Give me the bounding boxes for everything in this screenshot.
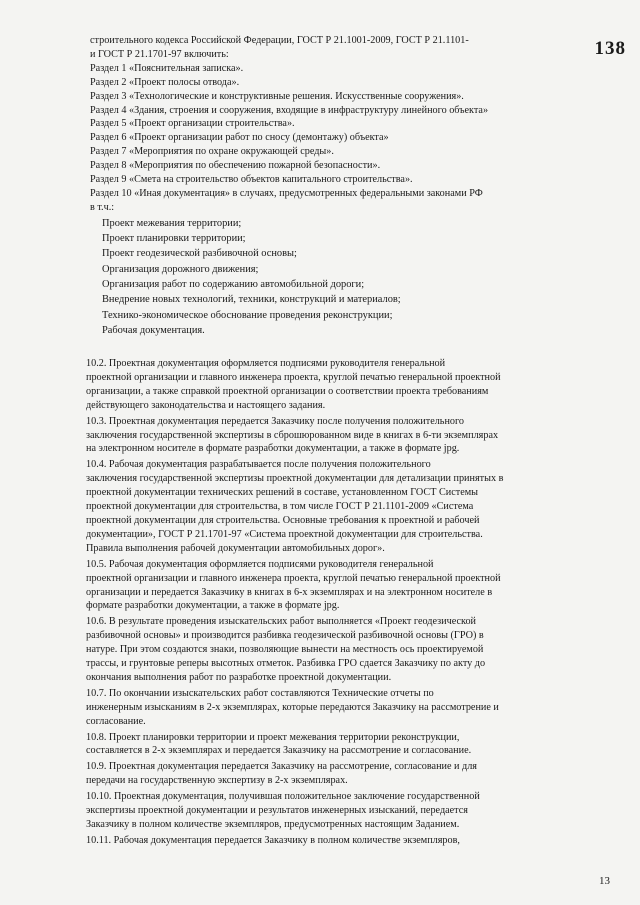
paragraph-line: 10.11. Рабочая документация передается Заказчику в полном количестве экземпляров, [86, 834, 460, 846]
intro-line: Раздел 7 «Мероприятия по охране окружающей среды». [90, 146, 334, 158]
sub-item-list [90, 216, 610, 338]
paragraph [86, 357, 604, 413]
paragraph-line: экспертизы проектной документации и результатов инженерных изысканий, передается [86, 805, 468, 817]
sub-item: Внедрение новых технологий, техники, конструкций и материалов; [102, 294, 401, 306]
paragraph [86, 790, 604, 832]
sub-item: Проект геодезической разбивочной основы; [102, 248, 297, 260]
paragraph-line: передачи на государственную экспертизу в 2-х экземплярах. [86, 775, 348, 787]
paragraph [86, 834, 604, 848]
paragraph-line: проектной организации и главного инженера проекта, круглой печатью генеральной проектной [86, 572, 501, 584]
paragraph-line: 10.4. Рабочая документация разрабатывается после получения положительного [86, 459, 431, 471]
intro-line: Раздел 10 «Иная документация» в случаях, предусмотренных федеральными законами РФ [90, 187, 483, 199]
intro-line: Раздел 3 «Технологические и конструктивные решения. Искусственные сооружения». [90, 90, 464, 102]
intro-line: Раздел 5 «Проект организации строительства». [90, 118, 295, 130]
paragraph [86, 615, 604, 685]
body-paragraphs [86, 357, 604, 850]
paragraph-line: проектной документации для строительства, в том числе ГОСТ Р 21.1101-2009 «Система [86, 501, 474, 513]
paragraph-line: 10.8. Проект планировки территории и проект межевания территории реконструкции, [86, 731, 460, 743]
paragraph-line: заключения государственной экспертизы проектной документации для детализации принятых в [86, 473, 504, 485]
sub-item: Организация дорожного движения; [102, 263, 259, 275]
page-stamp-number: 138 [594, 38, 626, 59]
paragraph-line: трассы, и грунтовые реперы высотных отметок. Разбивка ГРО сдается Заказчику по акту до [86, 658, 486, 670]
paragraph-line: 10.9. Проектная документация передается Заказчику на рассмотрение, согласование и для [86, 761, 477, 773]
intro-line: в т.ч.: [90, 201, 115, 213]
paragraph-line: разбивочной основы» и производится разбивка геодезической разбивочной основы (ГРО) в [86, 630, 484, 642]
paragraph-line: окончания выполнения работ по разработке проектной документации. [86, 671, 392, 683]
paragraph [86, 731, 604, 759]
intro-line: Раздел 9 «Смета на строительство объектов капитального строительства». [90, 174, 413, 186]
paragraph-line: организации, а также справкой проектной организации о соответствии проекта требованиям [86, 385, 489, 397]
intro-line: Раздел 4 «Здания, строения и сооружения, входящие в инфраструктуру линейного объекта» [90, 104, 489, 116]
sub-item: Проект межевания территории; [102, 217, 242, 229]
paragraph-line: 10.2. Проектная документация оформляется подписями руководителя генеральной [86, 358, 446, 369]
intro-line: Раздел 1 «Пояснительная записка». [90, 62, 244, 74]
paragraph-line: натуре. При этом создаются знаки, позволяющие вынести на местность ось проектируемой [86, 644, 484, 656]
intro-line: Раздел 2 «Проект полосы отвода». [90, 76, 240, 88]
intro-lines [90, 34, 610, 215]
paragraph-line: согласование. [86, 715, 146, 727]
sub-item: Рабочая документация. [102, 324, 205, 336]
paragraph-line: действующего законодательства и настоящего задания. [86, 399, 326, 411]
intro-line: строительного кодекса Российской Федерации, ГОСТ Р 21.1001-2009, ГОСТ Р 21.1101- [90, 35, 469, 46]
sub-item: Проект планировки территории; [102, 233, 246, 245]
paragraph-line: Правила выполнения рабочей документации автомобильных дорог». [86, 542, 385, 554]
paragraph-line: 10.6. В результате проведения изыскательских работ выполняется «Проект геодезической [86, 616, 477, 628]
paragraph-line: Заказчику в полном количестве экземпляров, предусмотренных настоящим Заданием. [86, 819, 460, 830]
paragraph [86, 687, 604, 729]
paragraph-line: составляется в 2-х экземплярах и передается Заказчику на рассмотрение и согласование. [86, 745, 472, 757]
paragraph [86, 558, 604, 614]
paragraph [86, 458, 604, 555]
paragraph-line: проектной документации для строительства. Основные требования к проектной и рабочей [86, 514, 480, 526]
intro-line: Раздел 6 «Проект организации работ по сносу (демонтажу) объекта» [90, 132, 389, 144]
intro-line: и ГОСТ Р 21.1701-97 включить: [90, 48, 229, 60]
paragraph-line: инженерным изысканиям в 2-х экземплярах, которые передаются Заказчику на рассмотрение и [86, 701, 499, 713]
paragraph-line: 10.10. Проектная документация, получившая положительное заключение государственной [86, 791, 480, 803]
paragraph-line: формате разработки документации, а также в формате jpg. [86, 600, 340, 612]
paragraph-line: 10.7. По окончании изыскательских работ составляются Технические отчеты по [86, 687, 434, 699]
page-number: 13 [599, 875, 610, 887]
paragraph-line: проектной документации технических решений в составе, установленном ГОСТ Системы [86, 487, 479, 499]
paragraph [86, 760, 604, 788]
paragraph-line: 10.5. Рабочая документация оформляется подписями руководителя генеральной [86, 558, 434, 570]
paragraph-line: на электронном носителе в формате разработки документации, а также в формате jpg. [86, 443, 460, 455]
sub-item: Организация работ по содержанию автомобильной дороги; [102, 278, 365, 290]
paragraph-line: организации и передается Заказчику в книгах в 6-х экземплярах и на электронном носителе в [86, 586, 493, 598]
sub-item: Технико-экономическое обоснование проведения реконструкции; [102, 309, 393, 321]
intro-section [90, 34, 610, 338]
paragraph-line: проектной организации и главного инженера проекта, круглой печатью генеральной проектной [86, 371, 501, 383]
paragraph-line: документации», ГОСТ Р 21.1701-97 «Система проектной документации для строительства. [86, 528, 483, 540]
paragraph [86, 415, 604, 457]
paragraph-line: заключения государственной экспертизы в сброшюрованном виде в книгах в 6-ти экземплярах [86, 429, 499, 441]
paragraph-line: 10.3. Проектная документация передается Заказчику после получения положительного [86, 415, 465, 427]
intro-line: Раздел 8 «Мероприятия по обеспечению пожарной безопасности». [90, 160, 381, 172]
